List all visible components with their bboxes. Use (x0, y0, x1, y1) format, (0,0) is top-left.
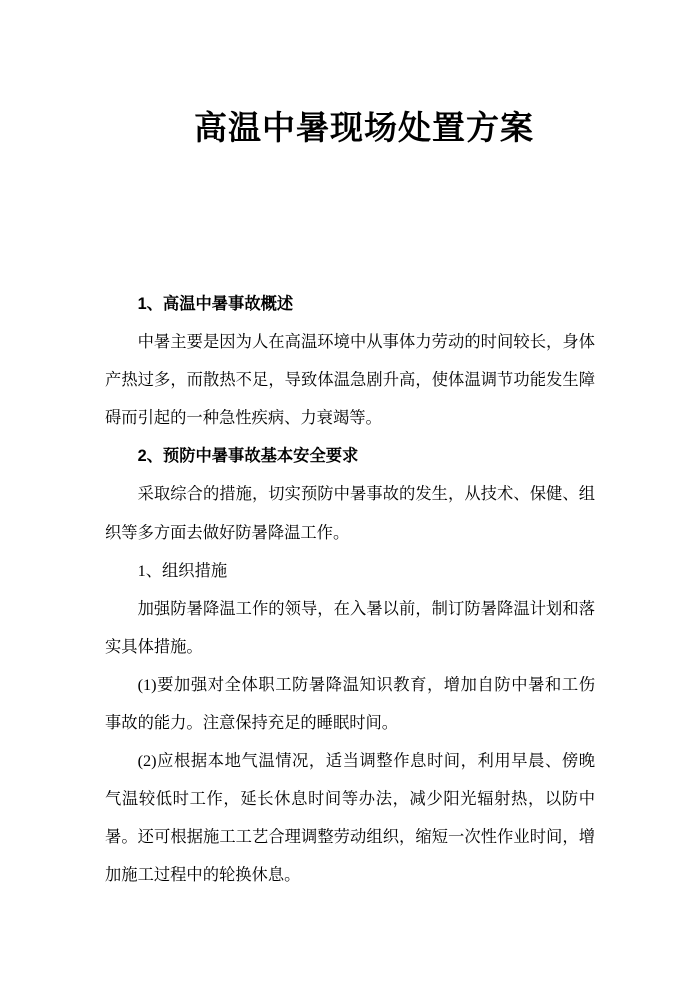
section-1-paragraph: 中暑主要是因为人在高温环境中从事体力劳动的时间较长，身体产热过多，而散热不足，导致体温急剧升高，使体温调节功能发生障碍而引起的一种急性疾病、力衰竭等。 (105, 332, 595, 428)
subsection-organization-heading: 1、组织措施 (137, 560, 228, 580)
measure-item-2-paragraph: (2)应根据本地气温情况，适当调整作息时间，利用早晨、傍晚气温较低时工作，延长休息时间等办法，减少阳光辐射热，以防中暑。还可根据施工工艺合理调整劳动组织，缩短一次性作业时间，增加施工过程中的轮换休息。 (105, 751, 595, 885)
subsection-organization-paragraph: 加强防暑降温工作的领导，在入暑以前，制订防暑降温计划和落实具体措施。 (105, 598, 595, 656)
measure-item-1-paragraph: (1)要加强对全体职工防暑降温知识教育，增加自防中暑和工伤事故的能力。注意保持充足的睡眠时间。 (105, 674, 595, 733)
document-title: 高温中暑现场处置方案 (194, 109, 534, 146)
document-body (105, 285, 595, 895)
section-2-paragraph: 采取综合的措施，切实预防中暑事故的发生，从技术、保健、组织等多方面去做好防暑降温工作。 (105, 484, 595, 542)
section-2-heading: 2、预防中暑事故基本安全要求 (137, 447, 359, 466)
section-1-heading: 1、高温中暑事故概述 (137, 295, 294, 313)
